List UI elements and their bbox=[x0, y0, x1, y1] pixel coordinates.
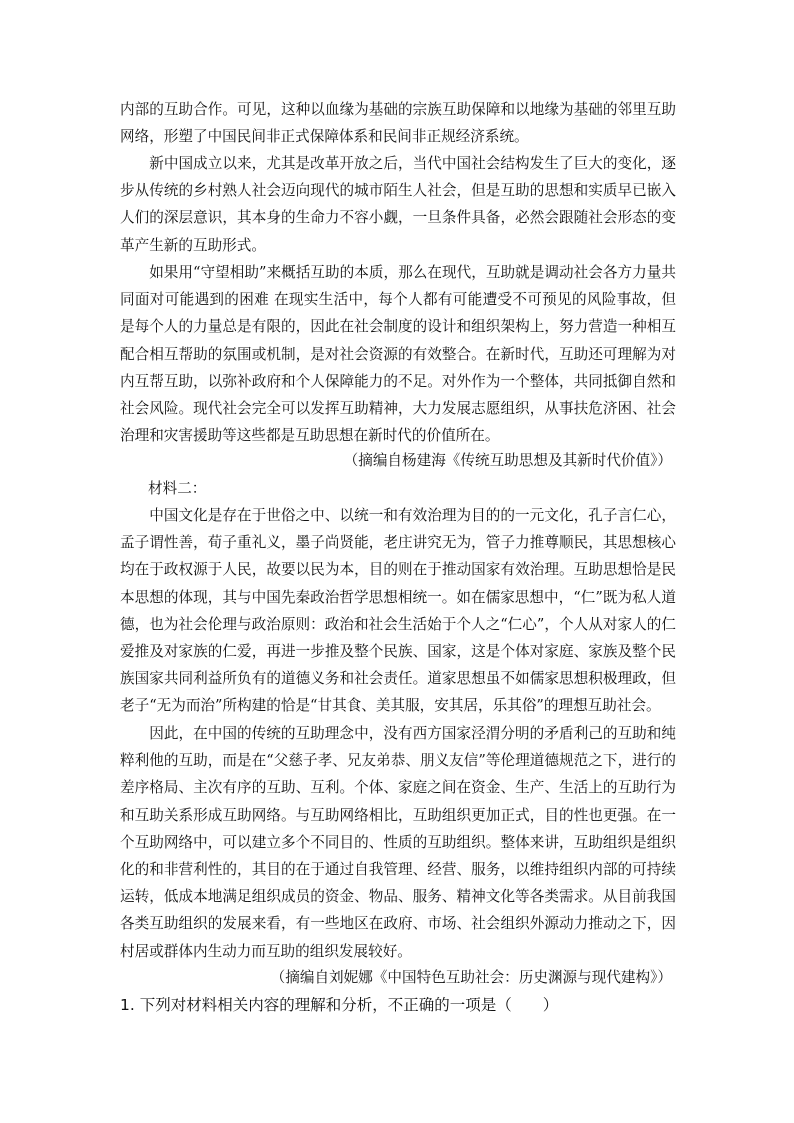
material-one-paragraph-2: 新中国成立以来，尤其是改革开放之后，当代中国社会结构发生了巨大的变化，逐步从传统的乡村熟人社会迈向现代的城市陌生人社会，但是互助的思想和实质早已嵌入人们的深层意识，其本身的生命力不容小觑，一旦条件具备，必然会跟随社会形态的变革产生新的互助形式。 bbox=[120, 155, 676, 254]
material-one-source: （摘编自杨建海《传统互助思想及其新时代价值》） bbox=[343, 452, 672, 469]
material-two-label: 材料二： bbox=[148, 480, 207, 497]
material-two-paragraph-2: 因此，在中国的传统的互助理念中，没有西方国家泾渭分明的矛盾利己的互助和纯粹利他的互助，而是在“父慈子孝、兄友弟恭、朋义友信”等伦理道德规范之下，进行的差序格局、主次有序的互助、互利。个体、家庭之间在资金、生产、生活上的互助行为和互助关系形成互助网络。与互助网络相比，互助组织更加正式，目的性也更强。在一个互助网络中，可以建立多个不同目的、性质的互助组织。整体来讲，互助组织是组织化的和非营利性的，其目的在于通过自我管理、经营、服务，以维持组织内部的可持续运转，低成本地满足组织成员的资金、物品、服务、精神文化等各类需求。从目前我国各类互助组织的发展来看，有一些地区在政府、市场、社会组织外源动力推动之下，因村居或群体内生动力而互助的组织发展较好。 bbox=[120, 725, 676, 960]
material-two-source: （摘编自刘妮娜《中国特色互助社会：历史渊源与现代建构》） bbox=[270, 969, 672, 986]
material-one-paragraph-3: 如果用“守望相助”来概括互助的本质，那么在现代，互助就是调动社会各方力量共同面对可能遇到的困难 在现实生活中，每个人都有可能遭受不可预见的风险事故，但是每个人的力量总是有限的，因此在社会制度的设计和组织架构上，努力营造一种相互配合相互帮助的氛围或机制，是对社会资源的有效整合。在新时代，互助还可理解为对内互帮互助，以弥补政府和个人保障能力的不足。对外作为一个整体，共同抵御自然和社会风险。现代社会完全可以发挥互助精神，大力发展志愿组织，从事扶危济困、社会治理和灾害援助等这些都是互助思想在新时代的价值所在。 bbox=[120, 264, 676, 445]
question-1-stem: 1. 下列对材料相关内容的理解和分析，不正确的一项是（ ） bbox=[120, 996, 559, 1014]
material-one-paragraph-1: 内部的互助合作。可见，这种以血缘为基础的宗族互助保障和以地缘为基础的邻里互助网络，形塑了中国民间非正式保障体系和民间非正规经济系统。 bbox=[120, 101, 676, 146]
material-two-paragraph-1: 中国文化是存在于世俗之中、以统一和有效治理为目的的一元文化，孔子言仁心，孟子谓性善，荀子重礼义，墨子尚贤能，老庄讲究无为，管子力推尊顺民，其思想核心均在于政权源于人民，故要以民为本，目的则在于推动国家有效治理。互助思想恰是民本思想的体现，其与中国先秦政治哲学思想相统一。如在儒家思想中，“仁”既为私人道德，也为社会伦理与政治原则：政治和社会生活始于个人之“仁心”，个人从对家人的仁爱推及对家族的仁爱，再进一步推及整个民族、国家，这是个体对家庭、家族及整个民族国家共同利益所负有的道德义务和社会责任。道家思想虽不如儒家思想积极理政，但老子“无为而治”所构建的恰是“甘其食、美其服，安其居，乐其俗”的理想互助社会。 bbox=[120, 507, 676, 715]
